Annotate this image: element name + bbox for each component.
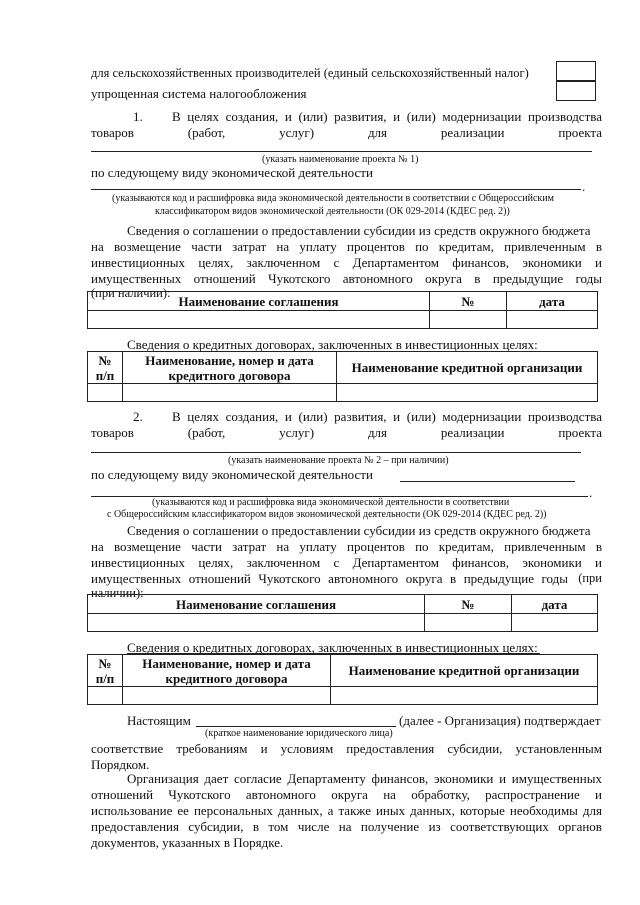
project1-line2 xyxy=(91,125,602,141)
word: реализации xyxy=(440,125,505,140)
tax-regime-usn: упрощенная система налогообложения xyxy=(91,86,307,101)
word: и xyxy=(260,741,268,756)
word: предоставления xyxy=(91,819,179,834)
project1-lead-text: В целях создания, и (или) развития, и (или) модернизации производства xyxy=(172,109,602,124)
word: Чукотского xyxy=(168,787,231,802)
agreement-name-cell[interactable] xyxy=(88,311,430,329)
project2-code-hint-1: (указываются код и расшифровка вида экономической деятельности в соответствии xyxy=(152,497,510,508)
project2-subsidy-p1: Сведения о соглашении о предоставлении субсидии из средств окружного бюджета xyxy=(127,523,591,538)
consent-l3: использование ее персональных данных, а также иных данных, которые необходимы для xyxy=(91,803,602,818)
col-agreement-number: № xyxy=(430,292,507,311)
word: товаров xyxy=(91,125,134,140)
word: обработку, xyxy=(411,787,470,802)
project1-name-hint: (указать наименование проекта № 1) xyxy=(262,154,419,165)
project1-subsidy-p2: на возмещение части затрат на уплату процентов по кредитам, привлеченным в xyxy=(91,239,602,254)
credit-bank-cell[interactable] xyxy=(331,687,598,705)
project2-line2 xyxy=(91,425,602,441)
col-credit-bank: Наименование кредитной организации xyxy=(337,352,598,384)
col-credit-index-1: № xyxy=(98,655,112,671)
word: округа xyxy=(331,787,368,802)
credit-index-cell[interactable] xyxy=(88,687,123,705)
project1-number: 1. xyxy=(133,109,143,124)
project2-subsidy-p2: на возмещение части затрат на уплату процентов по кредитам, привлеченным в xyxy=(91,539,602,554)
word: для xyxy=(367,425,388,440)
project1-code-hint-2: классификатором видов экономической деятельности (ОК 029-2014 (КДЕС ред. 2)) xyxy=(155,206,510,217)
word: числе xyxy=(297,819,330,834)
col-agreement-date: дата xyxy=(512,595,598,614)
confirm-lead: Настоящим xyxy=(127,713,191,728)
credit-contract-cell[interactable] xyxy=(123,384,337,402)
credit-index-cell[interactable] xyxy=(88,384,123,402)
project1-code-hint-1: (указываются код и расшифровка вида экономической деятельности в соответствии с Общероссийским xyxy=(112,193,554,204)
word: субсидии, xyxy=(188,819,244,834)
col-credit-contract xyxy=(123,352,337,384)
organization-name-hint: (краткое наименование юридического лица) xyxy=(205,728,393,739)
credit-contract-cell[interactable] xyxy=(123,687,331,705)
col-credit-index-1: № xyxy=(98,352,112,368)
agreement-name-cell[interactable] xyxy=(88,614,425,632)
project2-code-hint-2: с Общероссийским классификатором видов экономической деятельности (ОК 029-2014 (КДЕС ред. 2)) xyxy=(107,509,547,520)
word: том xyxy=(268,819,289,834)
word: (работ, xyxy=(187,425,226,440)
agreement-number-cell[interactable] xyxy=(430,311,507,329)
word: на xyxy=(383,787,396,802)
project2-subsidy-p4a: имущественных отношений Чукотского автономного округа в предыдущие годы xyxy=(91,571,568,586)
word: на xyxy=(338,819,352,834)
col-agreement-date: дата xyxy=(507,292,598,311)
word: проекта xyxy=(558,125,602,140)
word: требованиям xyxy=(176,741,248,756)
project2-subsidy-p5: наличии): xyxy=(91,586,144,600)
consent-l4 xyxy=(91,819,602,835)
agreement-date-cell[interactable] xyxy=(512,614,598,632)
project1-subsidy-p5: (при наличии): xyxy=(91,286,171,300)
col-credit-contract-1: Наименование, номер и дата xyxy=(145,352,314,368)
col-credit-contract-2: кредитного договора xyxy=(165,670,288,686)
tax-regime-usn-checkbox[interactable] xyxy=(556,80,596,101)
project2-subsidy-p4b: (при xyxy=(578,571,602,585)
project2-number: 2. xyxy=(133,409,143,424)
col-credit-contract-1: Наименование, номер и дата xyxy=(142,655,311,671)
word: товаров xyxy=(91,425,134,440)
col-credit-index xyxy=(88,655,123,687)
project1-agreement-table xyxy=(87,291,598,329)
project1-credit-table xyxy=(87,351,598,402)
agreement-date-cell[interactable] xyxy=(507,311,598,329)
word: субсидии, xyxy=(447,741,503,756)
project2-activity-field[interactable] xyxy=(400,481,575,482)
tax-regime-esn: для сельскохозяйственных производителей (единый сельскохозяйственный налог) xyxy=(91,66,529,80)
credit-bank-cell[interactable] xyxy=(337,384,598,402)
word: соответствие xyxy=(91,741,164,756)
project2-credit-title: Сведения о кредитных договорах, заключенных в инвестиционных целях: xyxy=(127,640,538,655)
project1-credit-title: Сведения о кредитных договорах, заключенных в инвестиционных целях: xyxy=(127,337,538,352)
col-credit-index xyxy=(88,352,123,384)
project2-subsidy-p4 xyxy=(91,571,602,587)
project1-name-field[interactable] xyxy=(91,151,592,152)
project1-activity-label: по следующему виду экономической деятельности xyxy=(91,165,373,180)
col-credit-contract xyxy=(123,655,331,687)
project1-subsidy-p1: Сведения о соглашении о предоставлении субсидии из средств окружного бюджета xyxy=(127,223,591,238)
word: отношений xyxy=(91,787,154,802)
word: услуг) xyxy=(279,425,315,440)
col-credit-contract-2: кредитного договора xyxy=(168,367,291,383)
word: реализации xyxy=(440,425,505,440)
word: распространение xyxy=(485,787,580,802)
project2-activity-label: по следующему виду экономической деятельности xyxy=(91,467,373,482)
confirm-tail: (далее - Организация) подтверждает xyxy=(399,713,601,728)
agreement-number-cell[interactable] xyxy=(425,614,512,632)
project2-agreement-table xyxy=(87,594,598,632)
project2-credit-table xyxy=(87,654,598,705)
confirm-line3: Порядком. xyxy=(91,757,150,772)
word: (работ, xyxy=(187,125,226,140)
project1-subsidy-p3: инвестиционных целях, заключенном с Департаментом финансов, экономики и xyxy=(91,255,602,270)
project2-lead-text: В целях создания, и (или) развития, и (или) модернизации производства xyxy=(172,409,602,424)
word: и xyxy=(595,787,602,802)
word: предоставления xyxy=(346,741,435,756)
project2-name-hint: (указать наименование проекта № 2 – при наличии) xyxy=(228,455,449,466)
word: в xyxy=(252,819,259,834)
col-credit-bank: Наименование кредитной организации xyxy=(331,655,598,687)
word: из xyxy=(428,819,441,834)
word: органов xyxy=(558,819,602,834)
project2-subsidy-p3: инвестиционных целях, заключенном с Департаментом финансов, экономики и xyxy=(91,555,602,570)
organization-name-field[interactable] xyxy=(196,726,396,727)
col-agreement-name: Наименование соглашения xyxy=(88,595,425,614)
word: установленным xyxy=(515,741,602,756)
word: получение xyxy=(360,819,420,834)
col-agreement-name: Наименование соглашения xyxy=(88,292,430,311)
project1-activity-field[interactable] xyxy=(91,189,581,190)
word: автономного xyxy=(245,787,316,802)
consent-l1: Организация дает согласие Департаменту финансов, экономики и имущественных xyxy=(127,771,602,786)
word: для xyxy=(367,125,388,140)
project1-subsidy-p4: имущественных отношений Чукотского автономного округа в предыдущие годы xyxy=(91,271,602,286)
tax-regime-esn-checkbox[interactable] xyxy=(556,61,596,82)
confirm-line2 xyxy=(91,741,602,757)
word: условиям xyxy=(280,741,334,756)
consent-l5: документов, указанных в Порядке. xyxy=(91,835,284,850)
col-agreement-number: № xyxy=(425,595,512,614)
word: соответствующих xyxy=(450,819,549,834)
col-credit-index-2: п/п xyxy=(95,670,115,686)
project2-name-field[interactable] xyxy=(91,452,581,453)
project2-lead xyxy=(172,409,602,425)
project1-lead xyxy=(172,109,602,125)
col-credit-index-2: п/п xyxy=(95,367,115,383)
word: услуг) xyxy=(279,125,315,140)
word: проекта xyxy=(558,425,602,440)
consent-l2 xyxy=(91,787,602,803)
